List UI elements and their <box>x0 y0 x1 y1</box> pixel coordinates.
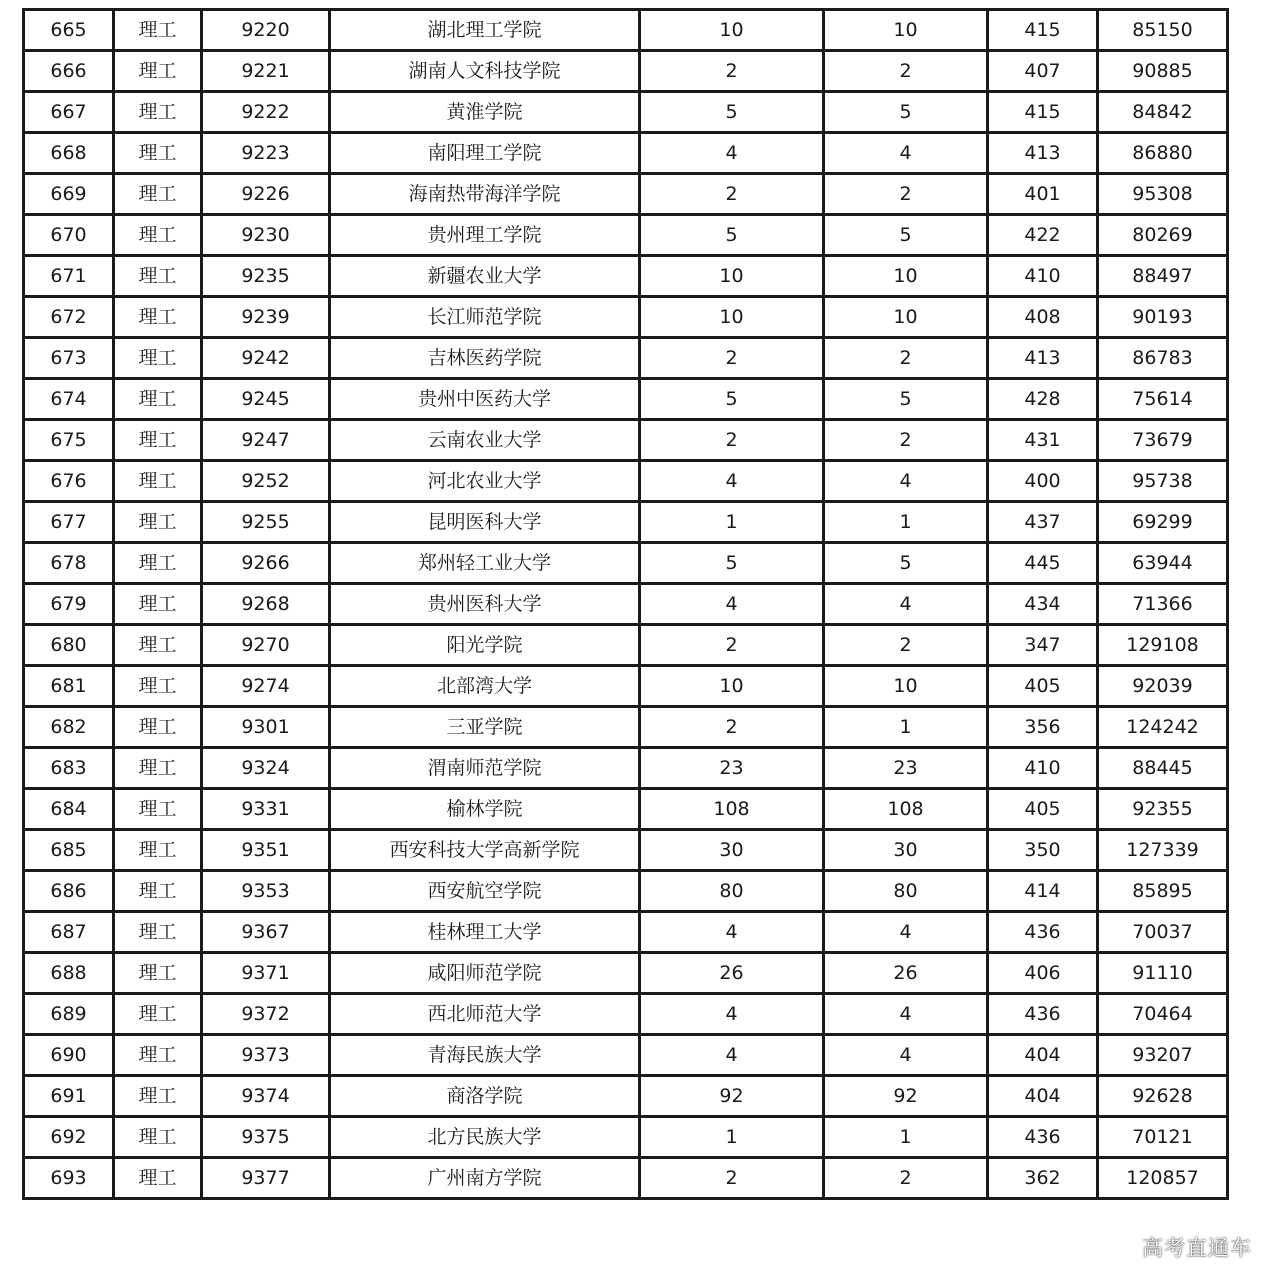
cell-school-code: 9242 <box>202 338 330 379</box>
cell-min-rank: 93207 <box>1098 1035 1228 1076</box>
cell-school-name: 贵州医科大学 <box>330 584 640 625</box>
cell-category: 理工 <box>114 215 202 256</box>
cell-enrolled-count: 4 <box>824 584 988 625</box>
cell-min-rank: 95738 <box>1098 461 1228 502</box>
cell-category: 理工 <box>114 51 202 92</box>
cell-school-name: 北部湾大学 <box>330 666 640 707</box>
cell-school-name: 广州南方学院 <box>330 1158 640 1199</box>
cell-min-score: 414 <box>988 871 1098 912</box>
cell-category: 理工 <box>114 871 202 912</box>
cell-plan-count: 4 <box>640 133 824 174</box>
cell-school-name: 贵州理工学院 <box>330 215 640 256</box>
cell-enrolled-count: 80 <box>824 871 988 912</box>
cell-min-score: 437 <box>988 502 1098 543</box>
cell-school-name: 桂林理工大学 <box>330 912 640 953</box>
cell-min-rank: 84842 <box>1098 92 1228 133</box>
cell-school-code: 9367 <box>202 912 330 953</box>
cell-category: 理工 <box>114 994 202 1035</box>
cell-min-rank: 88445 <box>1098 748 1228 789</box>
cell-enrolled-count: 2 <box>824 51 988 92</box>
cell-row-index: 671 <box>24 256 114 297</box>
cell-enrolled-count: 10 <box>824 666 988 707</box>
table-row <box>24 953 1228 994</box>
table-row <box>24 1035 1228 1076</box>
cell-min-rank: 86783 <box>1098 338 1228 379</box>
cell-plan-count: 10 <box>640 666 824 707</box>
cell-row-index: 688 <box>24 953 114 994</box>
cell-enrolled-count: 5 <box>824 215 988 256</box>
cell-plan-count: 92 <box>640 1076 824 1117</box>
cell-min-score: 436 <box>988 1117 1098 1158</box>
cell-category: 理工 <box>114 953 202 994</box>
cell-min-rank: 92039 <box>1098 666 1228 707</box>
cell-plan-count: 5 <box>640 215 824 256</box>
cell-min-score: 413 <box>988 133 1098 174</box>
cell-row-index: 682 <box>24 707 114 748</box>
cell-enrolled-count: 92 <box>824 1076 988 1117</box>
cell-min-rank: 88497 <box>1098 256 1228 297</box>
cell-min-rank: 90885 <box>1098 51 1228 92</box>
cell-enrolled-count: 2 <box>824 174 988 215</box>
cell-row-index: 692 <box>24 1117 114 1158</box>
cell-row-index: 672 <box>24 297 114 338</box>
cell-category: 理工 <box>114 10 202 51</box>
cell-plan-count: 2 <box>640 1158 824 1199</box>
table-row <box>24 830 1228 871</box>
cell-min-score: 401 <box>988 174 1098 215</box>
cell-category: 理工 <box>114 789 202 830</box>
table-row <box>24 1117 1228 1158</box>
cell-category: 理工 <box>114 338 202 379</box>
cell-category: 理工 <box>114 625 202 666</box>
cell-school-code: 9268 <box>202 584 330 625</box>
cell-school-name: 西安航空学院 <box>330 871 640 912</box>
cell-min-score: 405 <box>988 789 1098 830</box>
cell-row-index: 668 <box>24 133 114 174</box>
table-row <box>24 338 1228 379</box>
cell-school-name: 郑州轻工业大学 <box>330 543 640 584</box>
cell-min-rank: 69299 <box>1098 502 1228 543</box>
cell-category: 理工 <box>114 461 202 502</box>
cell-plan-count: 30 <box>640 830 824 871</box>
cell-school-name: 咸阳师范学院 <box>330 953 640 994</box>
table-row <box>24 1158 1228 1199</box>
cell-min-rank: 85895 <box>1098 871 1228 912</box>
cell-enrolled-count: 1 <box>824 502 988 543</box>
table-row <box>24 625 1228 666</box>
cell-row-index: 693 <box>24 1158 114 1199</box>
cell-school-name: 北方民族大学 <box>330 1117 640 1158</box>
cell-school-name: 湖北理工学院 <box>330 10 640 51</box>
cell-enrolled-count: 30 <box>824 830 988 871</box>
cell-school-code: 9274 <box>202 666 330 707</box>
cell-row-index: 684 <box>24 789 114 830</box>
table-row <box>24 215 1228 256</box>
cell-min-score: 400 <box>988 461 1098 502</box>
cell-min-score: 436 <box>988 912 1098 953</box>
cell-row-index: 674 <box>24 379 114 420</box>
cell-min-score: 436 <box>988 994 1098 1035</box>
table-row <box>24 461 1228 502</box>
cell-min-score: 408 <box>988 297 1098 338</box>
cell-row-index: 687 <box>24 912 114 953</box>
cell-min-rank: 129108 <box>1098 625 1228 666</box>
cell-school-name: 海南热带海洋学院 <box>330 174 640 215</box>
cell-min-rank: 63944 <box>1098 543 1228 584</box>
cell-row-index: 666 <box>24 51 114 92</box>
table-row <box>24 1076 1228 1117</box>
cell-school-code: 9222 <box>202 92 330 133</box>
cell-school-name: 商洛学院 <box>330 1076 640 1117</box>
cell-school-name: 南阳理工学院 <box>330 133 640 174</box>
cell-min-score: 415 <box>988 10 1098 51</box>
table-row <box>24 174 1228 215</box>
table-row <box>24 666 1228 707</box>
cell-min-score: 407 <box>988 51 1098 92</box>
cell-plan-count: 2 <box>640 51 824 92</box>
cell-row-index: 679 <box>24 584 114 625</box>
cell-category: 理工 <box>114 502 202 543</box>
cell-plan-count: 2 <box>640 420 824 461</box>
cell-plan-count: 2 <box>640 174 824 215</box>
cell-plan-count: 4 <box>640 1035 824 1076</box>
cell-min-score: 422 <box>988 215 1098 256</box>
cell-school-code: 9239 <box>202 297 330 338</box>
cell-plan-count: 10 <box>640 297 824 338</box>
cell-plan-count: 23 <box>640 748 824 789</box>
cell-category: 理工 <box>114 1117 202 1158</box>
cell-min-rank: 91110 <box>1098 953 1228 994</box>
cell-plan-count: 4 <box>640 912 824 953</box>
table-row <box>24 297 1228 338</box>
cell-min-score: 405 <box>988 666 1098 707</box>
cell-enrolled-count: 23 <box>824 748 988 789</box>
cell-min-rank: 90193 <box>1098 297 1228 338</box>
table-row <box>24 994 1228 1035</box>
cell-plan-count: 1 <box>640 502 824 543</box>
cell-min-rank: 86880 <box>1098 133 1228 174</box>
cell-plan-count: 2 <box>640 707 824 748</box>
cell-category: 理工 <box>114 379 202 420</box>
watermark-text: 高考直通车 <box>1142 1236 1252 1260</box>
cell-category: 理工 <box>114 1076 202 1117</box>
cell-school-name: 渭南师范学院 <box>330 748 640 789</box>
cell-min-score: 347 <box>988 625 1098 666</box>
cell-plan-count: 2 <box>640 625 824 666</box>
cell-school-name: 湖南人文科技学院 <box>330 51 640 92</box>
cell-school-code: 9266 <box>202 543 330 584</box>
cell-school-code: 9270 <box>202 625 330 666</box>
admission-table <box>22 8 1229 1200</box>
cell-school-code: 9324 <box>202 748 330 789</box>
cell-enrolled-count: 108 <box>824 789 988 830</box>
cell-min-score: 445 <box>988 543 1098 584</box>
cell-plan-count: 80 <box>640 871 824 912</box>
cell-category: 理工 <box>114 666 202 707</box>
cell-school-code: 9230 <box>202 215 330 256</box>
cell-row-index: 669 <box>24 174 114 215</box>
cell-school-code: 9255 <box>202 502 330 543</box>
cell-plan-count: 26 <box>640 953 824 994</box>
cell-plan-count: 10 <box>640 256 824 297</box>
cell-plan-count: 1 <box>640 1117 824 1158</box>
cell-enrolled-count: 1 <box>824 707 988 748</box>
cell-school-name: 三亚学院 <box>330 707 640 748</box>
cell-row-index: 690 <box>24 1035 114 1076</box>
cell-category: 理工 <box>114 748 202 789</box>
cell-category: 理工 <box>114 707 202 748</box>
table-row <box>24 51 1228 92</box>
cell-row-index: 675 <box>24 420 114 461</box>
cell-min-rank: 92355 <box>1098 789 1228 830</box>
cell-enrolled-count: 10 <box>824 297 988 338</box>
table-row <box>24 871 1228 912</box>
cell-min-score: 404 <box>988 1035 1098 1076</box>
cell-school-name: 长江师范学院 <box>330 297 640 338</box>
cell-category: 理工 <box>114 92 202 133</box>
cell-school-code: 9245 <box>202 379 330 420</box>
cell-plan-count: 2 <box>640 338 824 379</box>
cell-min-rank: 73679 <box>1098 420 1228 461</box>
cell-min-score: 410 <box>988 256 1098 297</box>
cell-min-score: 415 <box>988 92 1098 133</box>
table-row <box>24 133 1228 174</box>
table-row <box>24 543 1228 584</box>
table-row <box>24 10 1228 51</box>
cell-category: 理工 <box>114 584 202 625</box>
cell-category: 理工 <box>114 174 202 215</box>
cell-school-code: 9372 <box>202 994 330 1035</box>
cell-school-name: 榆林学院 <box>330 789 640 830</box>
cell-plan-count: 4 <box>640 584 824 625</box>
admission-table-container <box>22 8 1226 1200</box>
cell-enrolled-count: 4 <box>824 994 988 1035</box>
cell-plan-count: 4 <box>640 461 824 502</box>
cell-min-score: 350 <box>988 830 1098 871</box>
cell-min-rank: 80269 <box>1098 215 1228 256</box>
cell-min-rank: 70037 <box>1098 912 1228 953</box>
cell-row-index: 665 <box>24 10 114 51</box>
table-row <box>24 912 1228 953</box>
cell-enrolled-count: 2 <box>824 420 988 461</box>
cell-category: 理工 <box>114 256 202 297</box>
cell-school-code: 9373 <box>202 1035 330 1076</box>
cell-category: 理工 <box>114 543 202 584</box>
cell-enrolled-count: 1 <box>824 1117 988 1158</box>
table-row <box>24 789 1228 830</box>
cell-row-index: 680 <box>24 625 114 666</box>
cell-school-name: 阳光学院 <box>330 625 640 666</box>
cell-school-code: 9331 <box>202 789 330 830</box>
cell-min-rank: 124242 <box>1098 707 1228 748</box>
cell-school-name: 河北农业大学 <box>330 461 640 502</box>
cell-row-index: 683 <box>24 748 114 789</box>
cell-min-score: 356 <box>988 707 1098 748</box>
cell-category: 理工 <box>114 830 202 871</box>
cell-min-score: 404 <box>988 1076 1098 1117</box>
cell-enrolled-count: 4 <box>824 133 988 174</box>
table-row <box>24 584 1228 625</box>
cell-enrolled-count: 2 <box>824 1158 988 1199</box>
cell-school-code: 9301 <box>202 707 330 748</box>
cell-school-name: 新疆农业大学 <box>330 256 640 297</box>
cell-min-score: 413 <box>988 338 1098 379</box>
cell-row-index: 685 <box>24 830 114 871</box>
cell-row-index: 678 <box>24 543 114 584</box>
cell-enrolled-count: 10 <box>824 256 988 297</box>
cell-school-name: 西安科技大学高新学院 <box>330 830 640 871</box>
cell-min-rank: 95308 <box>1098 174 1228 215</box>
cell-school-name: 吉林医药学院 <box>330 338 640 379</box>
cell-row-index: 686 <box>24 871 114 912</box>
cell-enrolled-count: 5 <box>824 92 988 133</box>
cell-min-score: 431 <box>988 420 1098 461</box>
cell-category: 理工 <box>114 133 202 174</box>
cell-category: 理工 <box>114 1035 202 1076</box>
cell-row-index: 677 <box>24 502 114 543</box>
cell-enrolled-count: 4 <box>824 912 988 953</box>
cell-school-code: 9223 <box>202 133 330 174</box>
cell-school-code: 9221 <box>202 51 330 92</box>
cell-school-name: 黄淮学院 <box>330 92 640 133</box>
cell-min-rank: 127339 <box>1098 830 1228 871</box>
cell-category: 理工 <box>114 420 202 461</box>
cell-plan-count: 5 <box>640 379 824 420</box>
cell-school-name: 云南农业大学 <box>330 420 640 461</box>
cell-min-score: 410 <box>988 748 1098 789</box>
cell-row-index: 681 <box>24 666 114 707</box>
cell-school-code: 9377 <box>202 1158 330 1199</box>
cell-school-code: 9220 <box>202 10 330 51</box>
table-row <box>24 502 1228 543</box>
cell-category: 理工 <box>114 912 202 953</box>
cell-min-rank: 120857 <box>1098 1158 1228 1199</box>
cell-school-name: 西北师范大学 <box>330 994 640 1035</box>
table-row <box>24 379 1228 420</box>
cell-min-rank: 75614 <box>1098 379 1228 420</box>
cell-plan-count: 10 <box>640 10 824 51</box>
cell-min-score: 428 <box>988 379 1098 420</box>
cell-school-code: 9374 <box>202 1076 330 1117</box>
cell-row-index: 673 <box>24 338 114 379</box>
cell-school-code: 9351 <box>202 830 330 871</box>
table-body <box>24 10 1228 1199</box>
cell-enrolled-count: 10 <box>824 10 988 51</box>
table-row <box>24 92 1228 133</box>
cell-row-index: 689 <box>24 994 114 1035</box>
cell-school-code: 9252 <box>202 461 330 502</box>
cell-plan-count: 5 <box>640 92 824 133</box>
cell-school-code: 9226 <box>202 174 330 215</box>
cell-category: 理工 <box>114 1158 202 1199</box>
cell-min-rank: 70464 <box>1098 994 1228 1035</box>
cell-school-code: 9235 <box>202 256 330 297</box>
cell-plan-count: 4 <box>640 994 824 1035</box>
cell-school-code: 9371 <box>202 953 330 994</box>
cell-row-index: 667 <box>24 92 114 133</box>
cell-school-name: 昆明医科大学 <box>330 502 640 543</box>
cell-min-score: 362 <box>988 1158 1098 1199</box>
cell-school-code: 9375 <box>202 1117 330 1158</box>
table-row <box>24 420 1228 461</box>
cell-category: 理工 <box>114 297 202 338</box>
cell-plan-count: 5 <box>640 543 824 584</box>
cell-min-rank: 92628 <box>1098 1076 1228 1117</box>
cell-enrolled-count: 4 <box>824 1035 988 1076</box>
cell-enrolled-count: 26 <box>824 953 988 994</box>
cell-row-index: 670 <box>24 215 114 256</box>
cell-enrolled-count: 5 <box>824 379 988 420</box>
cell-min-score: 434 <box>988 584 1098 625</box>
cell-enrolled-count: 5 <box>824 543 988 584</box>
cell-school-name: 青海民族大学 <box>330 1035 640 1076</box>
table-row <box>24 748 1228 789</box>
cell-plan-count: 108 <box>640 789 824 830</box>
cell-school-name: 贵州中医药大学 <box>330 379 640 420</box>
cell-min-rank: 71366 <box>1098 584 1228 625</box>
cell-enrolled-count: 2 <box>824 338 988 379</box>
cell-row-index: 691 <box>24 1076 114 1117</box>
cell-min-rank: 85150 <box>1098 10 1228 51</box>
cell-school-code: 9247 <box>202 420 330 461</box>
table-row <box>24 707 1228 748</box>
cell-min-score: 406 <box>988 953 1098 994</box>
cell-min-rank: 70121 <box>1098 1117 1228 1158</box>
cell-school-code: 9353 <box>202 871 330 912</box>
table-row <box>24 256 1228 297</box>
cell-row-index: 676 <box>24 461 114 502</box>
cell-enrolled-count: 4 <box>824 461 988 502</box>
cell-enrolled-count: 2 <box>824 625 988 666</box>
